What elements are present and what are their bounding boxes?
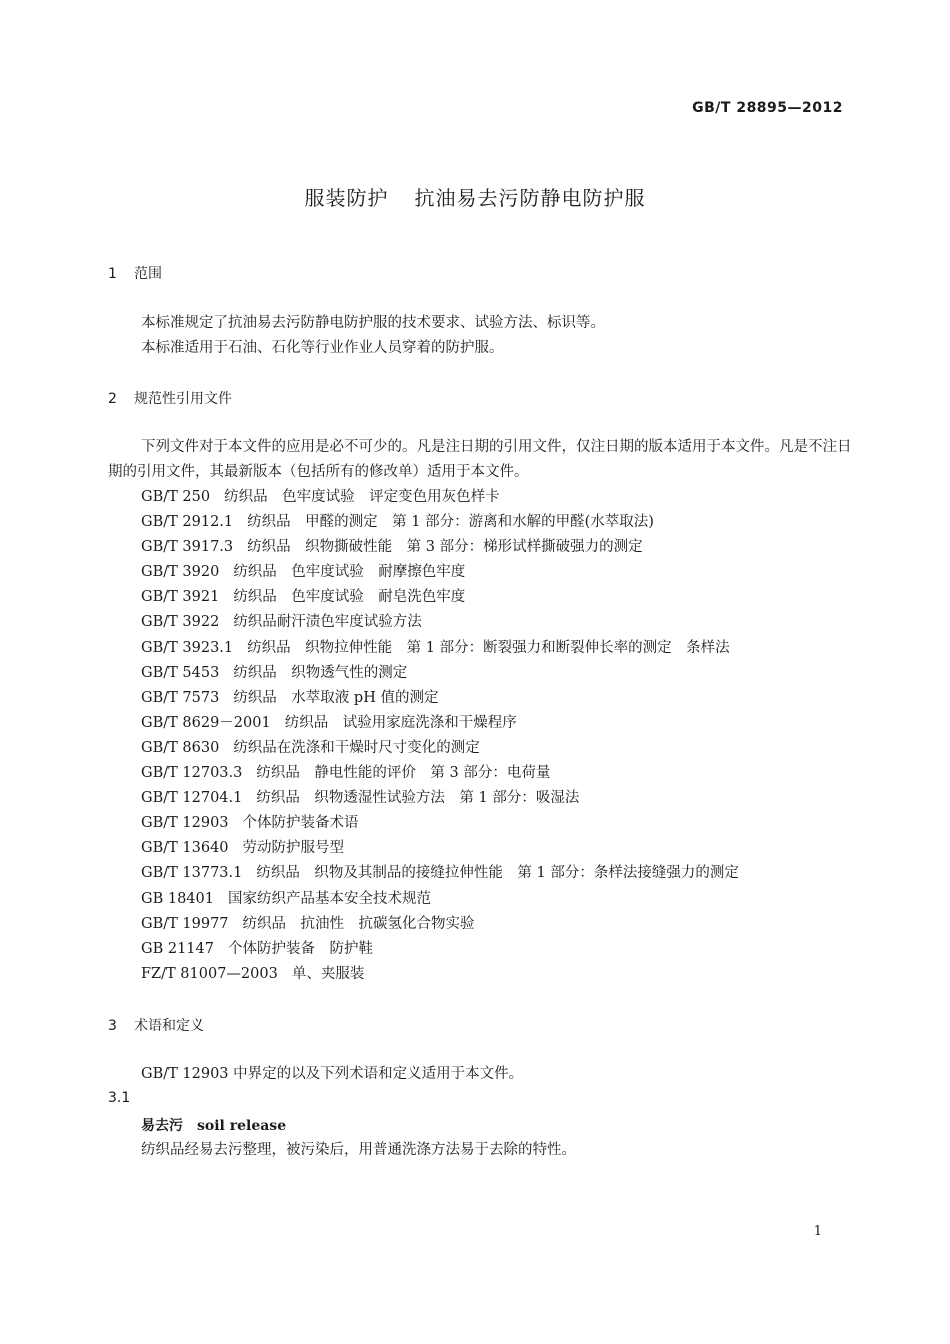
- terms-intro: GB/T 12903 中界定的以及下列术语和定义适用于本文件。: [141, 1066, 524, 1082]
- reference-title: 纺织品 水萃取液 pH 值的测定: [233, 689, 439, 706]
- reference-item: [141, 535, 739, 560]
- reference-title: 纺织品 色牢度试验 耐摩擦色牢度: [233, 564, 466, 581]
- section-title: 范围: [134, 266, 162, 282]
- reference-title: 单、夹服装: [291, 965, 365, 982]
- reference-title: 劳动防护服号型: [242, 840, 345, 857]
- reference-item: [141, 887, 739, 912]
- reference-item: [141, 836, 739, 861]
- reference-code: GB/T 13773.1: [141, 865, 243, 882]
- reference-title: 纺织品 色牢度试验 评定变色用灰色样卡: [224, 489, 500, 505]
- section-title: 规范性引用文件: [134, 391, 232, 407]
- reference-item: [141, 711, 739, 736]
- scope-paragraph-1: 本标准规定了抗油易去污防静电防护服的技术要求、试验方法、标识等。: [141, 315, 605, 331]
- reference-code: GB/T 3920: [141, 564, 220, 581]
- reference-item: [141, 560, 739, 585]
- term-english: soil release: [197, 1118, 287, 1134]
- reference-title: 纺织品 织物透湿性试验方法 第 1 部分：吸湿法: [256, 790, 580, 807]
- reference-code: GB/T 3922: [141, 614, 220, 631]
- reference-item: [141, 510, 739, 535]
- reference-code: FZ/T 81007—2003: [141, 965, 278, 982]
- reference-item: [141, 861, 739, 886]
- reference-code: GB/T 8629－2001: [141, 714, 271, 731]
- reference-title: 国家纺织产品基本安全技术规范: [227, 890, 431, 907]
- reference-item: [141, 786, 739, 811]
- scope-paragraph-2: 本标准适用于石油、石化等行业作业人员穿着的防护服。: [141, 340, 504, 356]
- reference-item: [141, 811, 739, 836]
- section-number: 3: [108, 1018, 117, 1034]
- reference-item: [141, 661, 739, 686]
- reference-title: 纺织品 织物透气性的测定: [233, 664, 408, 681]
- section-title: 术语和定义: [134, 1018, 204, 1034]
- section-1-heading: [108, 263, 162, 283]
- term-heading: [141, 1115, 286, 1135]
- term-number: 3.1: [108, 1090, 131, 1106]
- reference-item: [141, 610, 739, 635]
- reference-item: [141, 912, 739, 937]
- references-intro: 下列文件对于本文件的应用是必不可少的。凡是注日期的引用文件，仅注日期的版本适用于本文件。凡是不注日期的引用文件，其最新版本（包括所有的修改单）适用于本文件。: [108, 439, 852, 480]
- reference-title: 纺织品 抗油性 抗碳氢化合物实验: [242, 915, 475, 932]
- term-chinese: 易去污: [141, 1118, 183, 1134]
- reference-title: 纺织品 织物拉伸性能 第 1 部分：断裂强力和断裂伸长率的测定 条样法: [247, 639, 730, 656]
- reference-code: GB/T 12704.1: [141, 790, 243, 807]
- reference-code: GB/T 7573: [141, 689, 220, 706]
- reference-item: [141, 585, 739, 610]
- section-3-heading: [108, 1015, 204, 1035]
- reference-title: 纺织品 试验用家庭洗涤和干燥程序: [284, 714, 517, 731]
- reference-code: GB/T 13640: [141, 840, 229, 857]
- title-part-1: 服装防护: [304, 186, 389, 210]
- reference-code: GB/T 12903: [141, 815, 229, 832]
- reference-item: [141, 485, 739, 510]
- title-part-2: 抗油易去污防静电防护服: [414, 186, 646, 210]
- reference-code: GB/T 3921: [141, 589, 220, 606]
- reference-code: GB 21147: [141, 940, 214, 957]
- reference-code: GB/T 19977: [141, 915, 229, 932]
- reference-title: 纺织品 甲醛的测定 第 1 部分：游离和水解的甲醛(水萃取法): [247, 514, 654, 531]
- reference-code: GB 18401: [141, 890, 214, 907]
- document-title: [0, 182, 950, 211]
- reference-title: 纺织品 色牢度试验 耐皂洗色牢度: [233, 589, 466, 606]
- reference-item: [141, 937, 739, 962]
- section-number: 2: [108, 391, 117, 407]
- reference-code: GB/T 3923.1: [141, 639, 234, 656]
- reference-item: [141, 761, 739, 786]
- reference-code: GB/T 12703.3: [141, 765, 243, 782]
- page-number: 1: [813, 1224, 822, 1239]
- reference-item: [141, 736, 739, 761]
- reference-item: [141, 636, 739, 661]
- reference-title: 个体防护装备术语: [242, 815, 359, 832]
- reference-title: 个体防护装备 防护鞋: [227, 940, 373, 957]
- reference-item: [141, 686, 739, 711]
- section-number: 1: [108, 266, 117, 282]
- section-2-heading: [108, 388, 232, 408]
- reference-title: 纺织品 织物及其制品的接缝拉伸性能 第 1 部分：条样法接缝强力的测定: [256, 865, 739, 882]
- reference-list: [141, 485, 739, 987]
- reference-title: 纺织品在洗涤和干燥时尺寸变化的测定: [233, 739, 480, 756]
- reference-code: GB/T 8630: [141, 739, 220, 756]
- reference-item: [141, 962, 739, 987]
- reference-code: GB/T 5453: [141, 664, 220, 681]
- reference-title: 纺织品 静电性能的评价 第 3 部分：电荷量: [256, 765, 551, 782]
- reference-title: 纺织品耐汗渍色牢度试验方法: [233, 614, 422, 631]
- reference-code: GB/T 250: [141, 489, 211, 505]
- standard-code: GB/T 28895—2012: [692, 100, 843, 116]
- reference-code: GB/T 3917.3: [141, 539, 234, 556]
- reference-title: 纺织品 织物撕破性能 第 3 部分：梯形试样撕破强力的测定: [247, 539, 643, 556]
- reference-code: GB/T 2912.1: [141, 514, 234, 531]
- term-definition: 纺织品经易去污整理，被污染后，用普通洗涤方法易于去除的特性。: [141, 1142, 576, 1158]
